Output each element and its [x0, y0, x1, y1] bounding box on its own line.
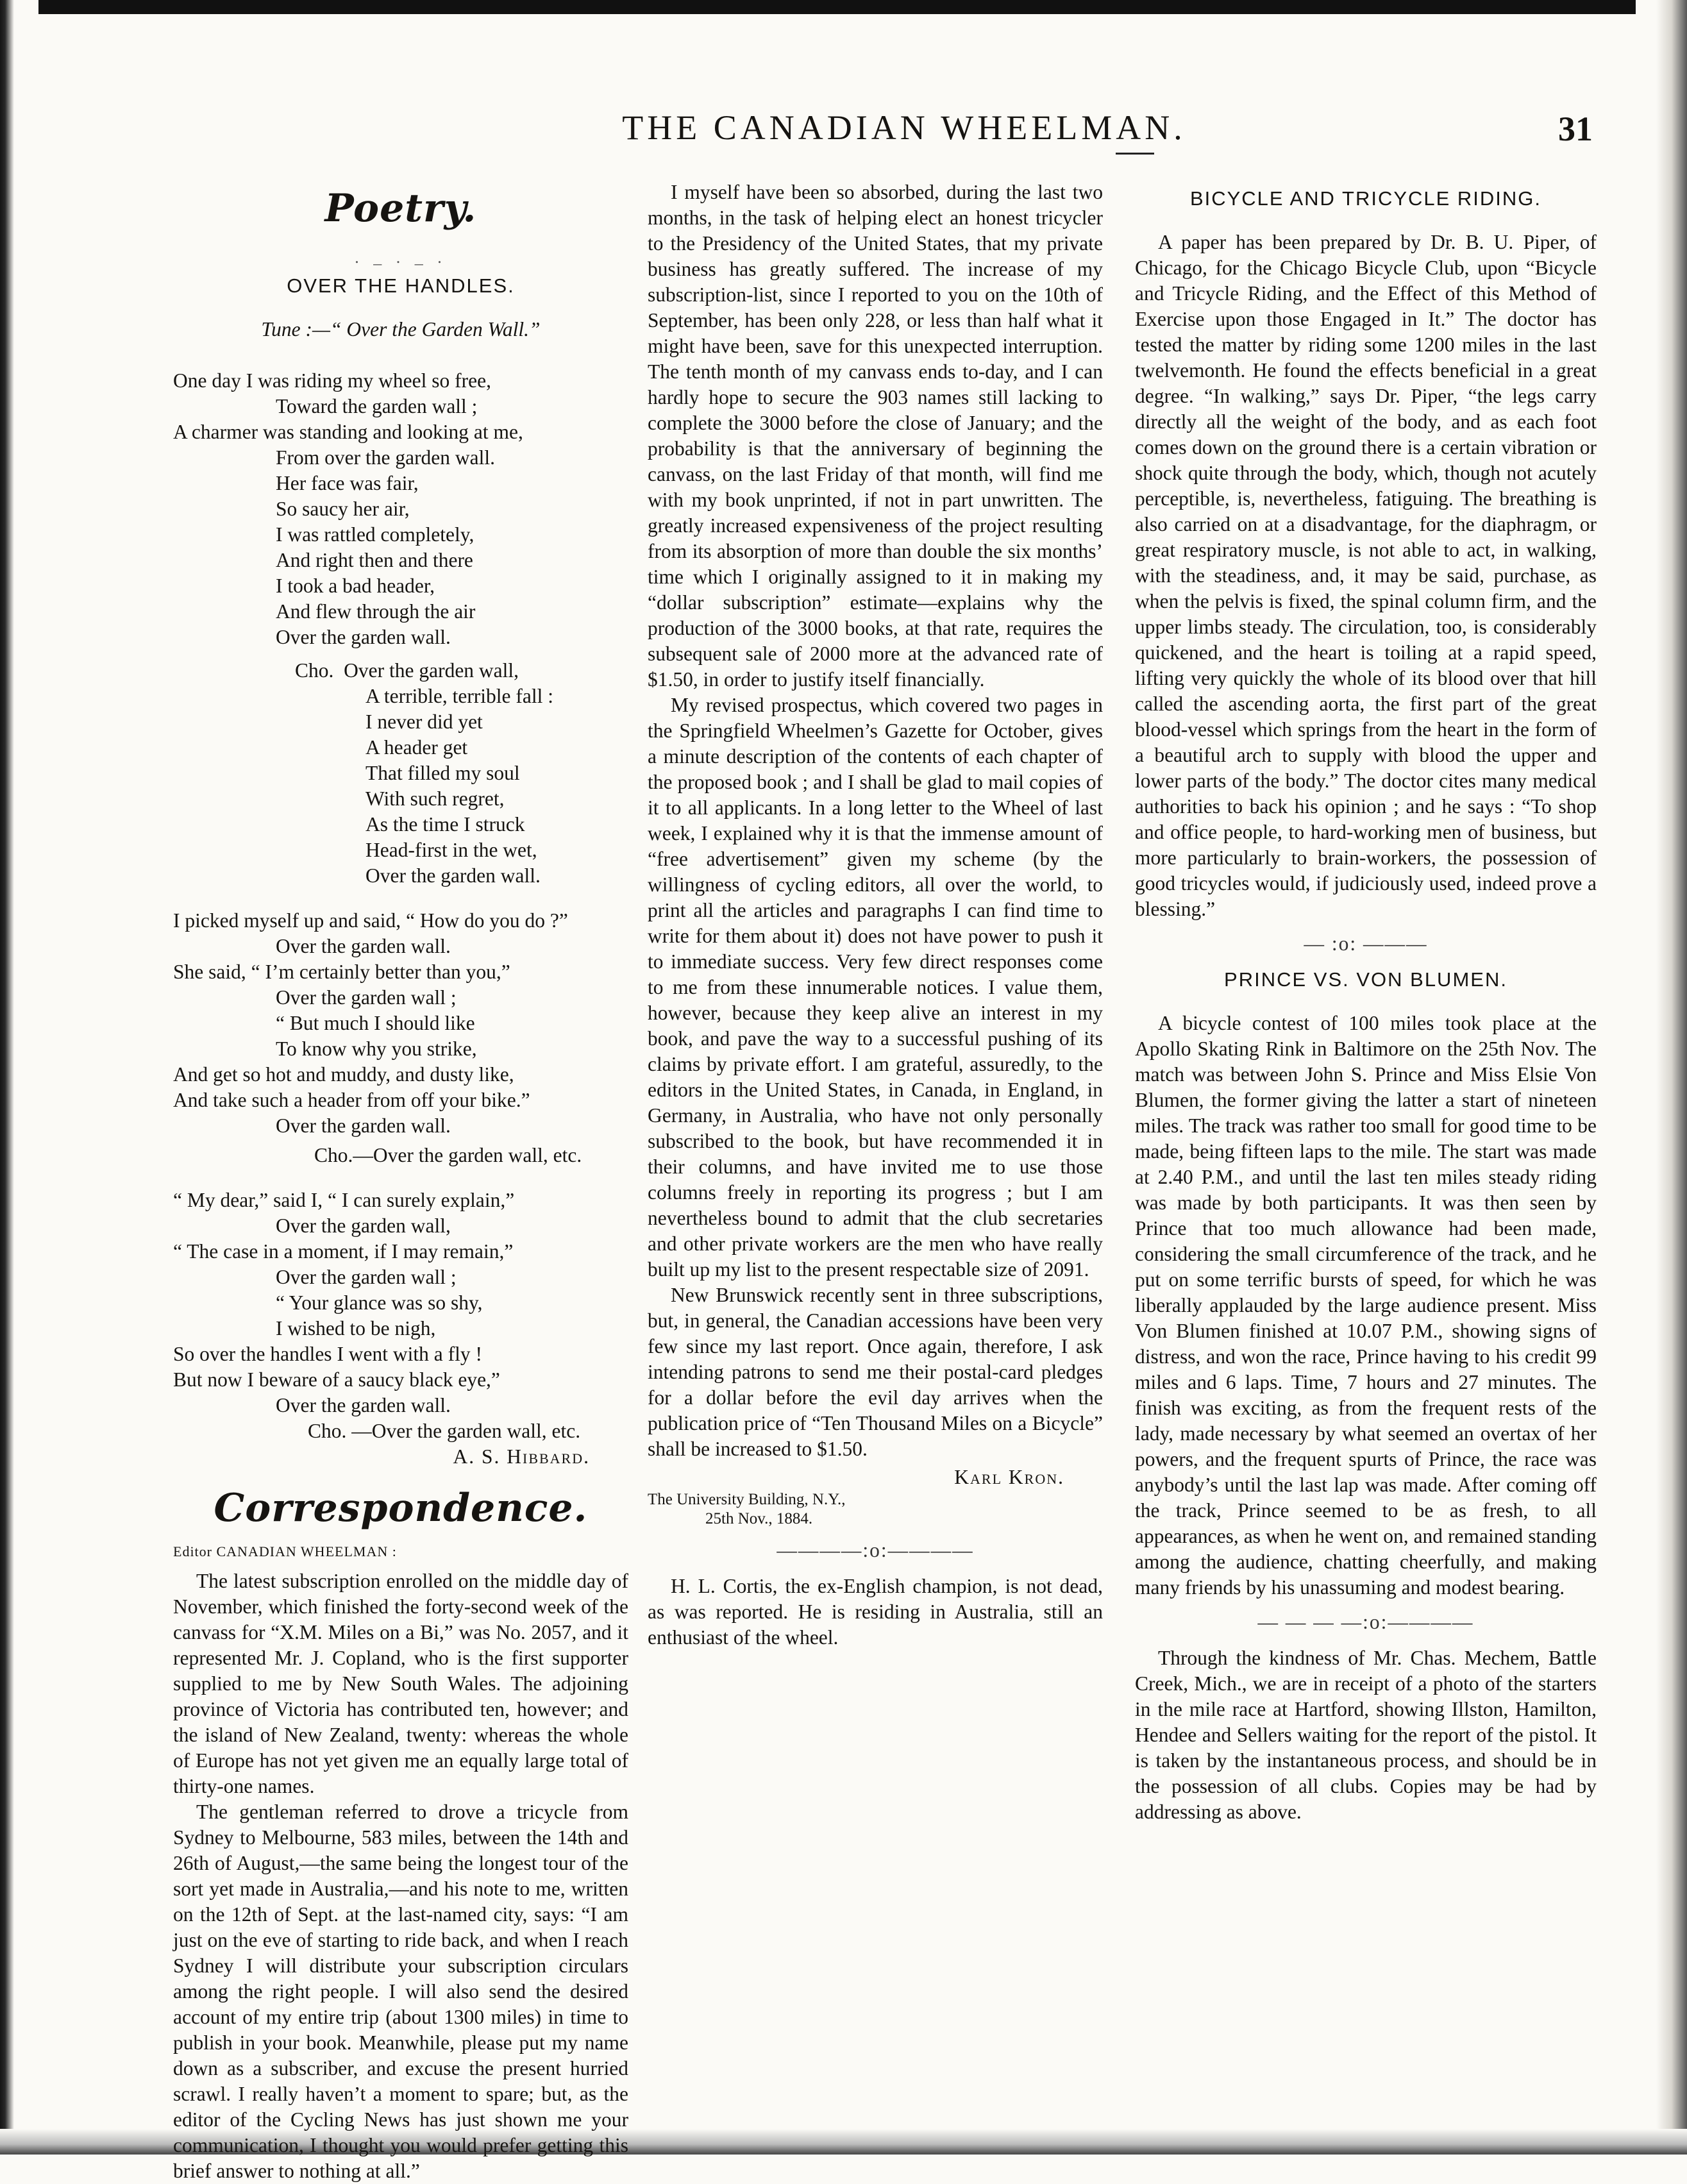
correspondence-section-title: Correspondence.: [214, 1486, 588, 1531]
poem-line: “ The case in a moment, if I may remain,”: [173, 1240, 514, 1263]
poem-line: I picked myself up and said, “ How do you do ?”: [173, 909, 568, 932]
poem-line: “ My dear,” said I, “ I can surely explain,”: [173, 1189, 515, 1211]
poem-line: That filled my soul: [365, 762, 520, 784]
poem-title: OVER THE HANDLES.: [287, 274, 515, 297]
masthead: THE CANADIAN WHEELMAN.: [622, 108, 1186, 147]
chorus-reference: Cho. —Over the garden wall, etc.: [308, 1420, 581, 1442]
poem-line: Over the garden wall,: [276, 1214, 451, 1237]
page-number: 31: [1558, 110, 1593, 148]
poem-line: Over the garden wall.: [276, 1394, 451, 1416]
poem-line: Her face was fair,: [276, 472, 419, 494]
article-body-bicycle: A paper has been prepared by Dr. B. U. Piper, of Chicago, for the Chicago Bicycle Club, upon “Bicycle and Tricycle Riding, and the Effect of this Method of Exercise upon those Engaged in It.” The doctor has tested the matter by riding some 1200 miles in the last twelvemonth. He found the effects beneficial in a great degree. “In walking,” says Dr. Piper, “the legs carry directly all the weight of the body, and as each foot comes down on the ground there is a certain vibration or shock quite through the body, which, though not acutely perceptible, is, nevertheless, fatiguing. The breathing is also carried on at a disadvantage, for the diaphragm, or great respiratory muscle, is not able to act, in walking, with the steadiness, and, it may be said, purchase, as when the pelvis is fixed, the spinal column firm, and the upper limbs steady. The circulation, too, is considerably quickened, and the heart is toiling at a rapid speed, lifting very quickly the whole of its blood over that hill called the ascending aorta, the first part of the great blood-vessel which springs from the heart in the form of a beautiful arch to supply with blood the upper and lower parts of the body.” The doctor cites many medical authorities to back his opinion ; and he says : “To shop and office people, to hard-working men of business, but more particularly to brain-workers, the possession of good tricycles would, if judiciously used, indeed prove a blessing.”: [1135, 231, 1597, 920]
letter-paragraph: My revised prospectus, which covered two pages in the Springfield Wheelmen’s Gazette for October, gives a minute description of the contents of each chapter of the proposed book ; and I shall be glad to mail copies of it to all applicants. In a long letter to the Wheel of last week, I explained why it is that the immense amount of “free advertisement” given my scheme (by the willingness of cycling editors, all over the world, to print all the articles and paragraphs I can find time to write for them about it) does not have power to push it to immediate success. Very few direct responses come to me from these innumerable notices. I value them, however, because they keep alive an interest in my book, and pave the way to a successful pushing of its claims by private effort. I am grateful, assuredly, to the editors in the United States, in Canada, in England, in Germany, in Australia, who have not only personally subscribed to the book, but have recommended it in their columns, and have invited me to use those columns freely in reporting its progress ; but I am nevertheless bound to admit that the club secretaries and other private workers are the men who have really built up my list to the present respectable size of 2091.: [648, 694, 1103, 1281]
poem-line: One day I was riding my wheel so free,: [173, 369, 491, 392]
poem-line: And right then and there: [276, 549, 473, 571]
poem-line: Over the garden wall.: [276, 626, 451, 648]
poem-line: I wished to be nigh,: [276, 1317, 436, 1340]
section-divider: — — — —:o:————: [1257, 1611, 1474, 1633]
poem-line: And take such a header from off your bike.”: [173, 1089, 530, 1111]
poem-line: Over the garden wall.: [276, 935, 451, 957]
poem-stanza-3: [173, 1188, 628, 1470]
letter-paragraph: New Brunswick recently sent in three subscriptions, but, in general, the Canadian accessions have been very few since my last report. Once again, therefore, I ask intending patrons to send me their postal-card pledges for a dollar before the evil day arrives when the publication price of “Ten Thousand Miles on a Bicycle” shall be increased to $1.50.: [648, 1284, 1103, 1460]
poetry-section-title: Poetry.: [324, 186, 477, 231]
chorus-label: Cho.: [295, 659, 334, 682]
poem-line: So saucy her air,: [276, 498, 410, 520]
poem-line: From over the garden wall.: [276, 446, 496, 469]
letter-dateline: The University Building, N.Y.,: [648, 1491, 846, 1508]
masthead-rule: [1116, 153, 1154, 155]
poem-line: A header get: [365, 736, 468, 759]
section-divider: — :o: ———: [1304, 932, 1428, 955]
poem-chorus: [173, 658, 628, 889]
poem-line: “ Your glance was so shy,: [276, 1291, 483, 1314]
poem-line: Over the garden wall.: [276, 1114, 451, 1137]
poem-line: And flew through the air: [276, 600, 476, 623]
letter-paragraph: The gentleman referred to drove a tricycle from Sydney to Melbourne, 583 miles, between the 14th and 26th of August,—the same being the longest tour of the sort yet made in Australia,—and his note to me, written on the 12th of Sept. at the last-named city, says: “I am just on the eve of starting to ride back, and when I reach Sydney I will distribute your subscription circulars among the right people. I will also send the desired account of my entire trip (about 1300 miles) in time to publish in your book. Meanwhile, please put my name down as a subscriber, and excuse the present hurried scrawl. I really haven’t a moment to spare; but, as the editor of the Cycling News has just shown me your communication, I thought you would prefer getting this brief answer to nothing at all.”: [173, 1801, 628, 2182]
letter-signature: Karl Kron.: [954, 1466, 1064, 1488]
poem-line: I was rattled completely,: [276, 523, 474, 546]
poem-line: And get so hot and muddy, and dusty like,: [173, 1063, 514, 1086]
poem-tune: Tune :—“ Over the Garden Wall.”: [261, 318, 541, 340]
poem-line: A terrible, terrible fall :: [365, 685, 554, 707]
article-title-bicycle: BICYCLE AND TRICYCLE RIDING.: [1189, 187, 1542, 210]
poem-line: Over the garden wall.: [365, 864, 541, 887]
poem-line: I never did yet: [365, 710, 483, 733]
section-divider: ————:o:————: [776, 1539, 974, 1561]
scan-left-edge: [0, 0, 38, 2155]
poem-line: So over the handles I went with a fly !: [173, 1343, 483, 1365]
poem-stanza-1: [173, 368, 628, 650]
poem-line: “ But much I should like: [276, 1012, 475, 1034]
poem-line: [173, 658, 628, 684]
poem-line: I took a bad header,: [276, 575, 435, 597]
poem-line: Over the garden wall ;: [276, 1266, 457, 1288]
poem-line: Toward the garden wall ;: [276, 395, 478, 417]
article-body-prince: A bicycle contest of 100 miles took place at the Apollo Skating Rink in Baltimore on the 25th Nov. The match was between John S. Prince and Miss Elsie Von Blumen, the former giving the latter a start of nineteen miles. The track was rather too small for good time to be made, being fifteen laps to the mile. The start was made at 2.40 P.M., and until the last ten miles steady riding was made by both participants. It was then seen by Prince that too much allowance had been made, considering the small circumference of the track, and he put on some terrific bursts of speed, for which he was liberally applauded by the large audience present. Miss Von Blumen finished at 10.07 P.M., showing signs of distress, and won the race, Prince having to his credit 99 miles and 6 laps. Time, 7 hours and 27 minutes. The finish was exciting, as from the frequent rests of the lady, made necessary by what seemed an overtax of her powers, and the frequent spurts of Prince, the race was anybody’s until the last lap was made. After coming off the track, Prince seemed to be as fresh, to all appearances, as when he went on, and remained standing among the audience, chatting cheerfully, and making many friends by his unassuming and modest bearing.: [1135, 1012, 1597, 1599]
poem-stanza-2: [173, 908, 628, 1168]
poem-line: But now I beware of a saucy black eye,”: [173, 1368, 500, 1391]
letter-salutation: Editor CANADIAN WHEELMAN :: [173, 1543, 397, 1559]
cortis-note: H. L. Cortis, the ex-English champion, is not dead, as was reported. He is residing in Australia, still an enthusiast of the wheel.: [648, 1575, 1103, 1649]
poem-line: Over the garden wall ;: [276, 986, 457, 1009]
letter-date: 25th Nov., 1884.: [705, 1510, 813, 1527]
column-right: [1135, 180, 1597, 1825]
poem-line: She said, “ I’m certainly better than you,”: [173, 961, 510, 983]
poem-line: As the time I struck: [365, 813, 525, 836]
photo-note: Through the kindness of Mr. Chas. Mechem, Battle Creek, Mich., we are in receipt of a photo of the starters in the mile race at Hartford, showing Illston, Hamilton, Hendee and Sellers waiting for the report of the pistol. It is taken by the instantaneous process, and should be in the possession of all clubs. Copies may be had by addressing as above.: [1135, 1647, 1597, 1823]
column-middle: [648, 180, 1103, 1651]
poem-line: Head-first in the wet,: [365, 839, 537, 861]
article-title-prince: PRINCE VS. VON BLUMEN.: [1224, 968, 1507, 991]
column-left: [173, 180, 628, 2182]
chorus-reference: Cho.—Over the garden wall, etc.: [314, 1144, 582, 1166]
scan-right-edge: [1636, 0, 1687, 2155]
letter-paragraph: The latest subscription enrolled on the middle day of November, which finished the forty-second week of the canvass for “X.M. Miles on a Bi,” was No. 2057, and it represented Mr. J. Copland, who is the first supporter supplied to me by New South Wales. The adjoining province of Victoria has contributed ten, however; and the island of New Zealand, twenty: whereas the whole of Europe has not yet given me an equally large total of thirty-one names.: [173, 1570, 628, 1797]
poem-line: A charmer was standing and looking at me,: [173, 421, 523, 443]
poem-line: To know why you strike,: [276, 1037, 477, 1060]
ornament-rule: . _ . _ .: [355, 248, 447, 267]
letter-paragraph: I myself have been so absorbed, during the last two months, in the task of helping elect an honest tricycler to the Presidency of the United States, that my private business has greatly suffered. The increase of my subscription-list, since I reported to you on the 10th of September, has been only 228, or less than half what it might have been, save for this unexpected interruption. The tenth month of my canvass ends to-day, and I can hardly hope to secure the 903 names still lacking to complete the 3000 before the close of January; and the probability is that the anniversary of beginning the canvass, on the last Friday of that month, will find me with my book unprinted, if not in part unwritten. The greatly increased expensiveness of the project resulting from its absorption of more than double the six months’ time which I originally assigned to it in making my “dollar subscription” estimate—explains why the production of the 3000 books, at that rate, requires the subsequent sale of 2000 more at the advanced rate of $1.50, in order to justify itself financially.: [648, 181, 1103, 691]
poem-line: With such regret,: [365, 787, 505, 810]
chorus-line: Over the garden wall,: [344, 659, 519, 682]
scan-top-edge: [0, 0, 1687, 14]
poem-author: A. S. Hibbard.: [453, 1445, 590, 1468]
